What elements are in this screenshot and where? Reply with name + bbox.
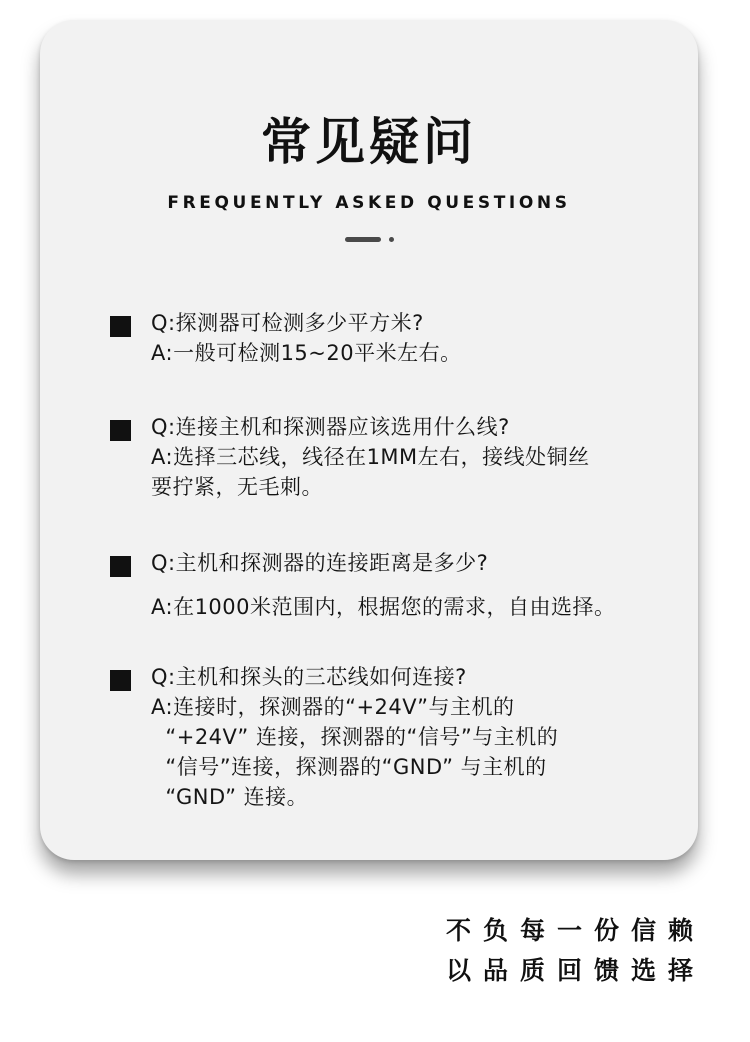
faq-answer-line: A:在1000米范围内，根据您的需求，自由选择。 [151, 595, 616, 619]
divider-bar [345, 237, 381, 242]
square-bullet-icon [110, 670, 131, 691]
slogan-line-2: 以品质回馈选择 [445, 956, 705, 985]
faq-answer-line: “信号”连接，探测器的“GND” 与主机的 [151, 755, 547, 779]
faq-answer-line: A:选择三芯线，线径在1MM左右，接线处铜丝 [151, 445, 590, 469]
square-bullet-icon [110, 420, 131, 441]
faq-answer-line: A:一般可检测15~20平米左右。 [151, 341, 462, 365]
faq-question: Q:主机和探测器的连接距离是多少? [151, 551, 489, 575]
square-bullet-icon [110, 316, 131, 337]
faq-answer-line: “GND” 连接。 [151, 785, 309, 809]
faq-answer-line: “+24V” 连接，探测器的“信号”与主机的 [151, 725, 559, 749]
page-title: 常见疑问 [261, 113, 477, 171]
faq-question: Q:主机和探头的三芯线如何连接? [151, 665, 467, 689]
divider-dot [389, 237, 394, 242]
faq-card [40, 20, 698, 860]
square-bullet-icon [110, 556, 131, 577]
faq-answer-line: A:连接时，探测器的“+24V”与主机的 [151, 695, 515, 719]
slogan-line-1: 不负每一份信赖 [445, 916, 705, 945]
faq-question: Q:连接主机和探测器应该选用什么线? [151, 415, 510, 439]
faq-question: Q:探测器可检测多少平方米? [151, 311, 424, 335]
faq-answer-line: 要拧紧，无毛刺。 [151, 475, 323, 499]
page-subtitle: FREQUENTLY ASKED QUESTIONS [167, 193, 571, 213]
